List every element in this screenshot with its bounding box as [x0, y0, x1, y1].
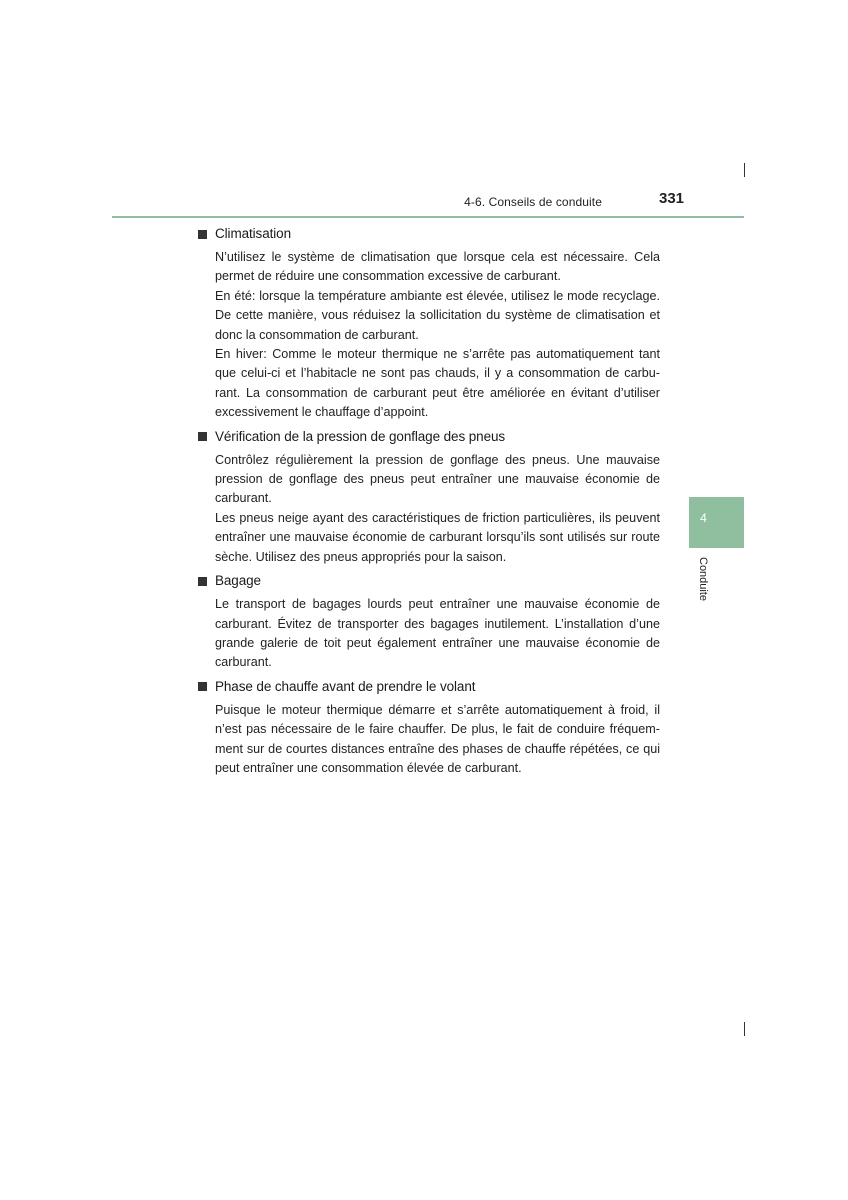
section-warmup — [198, 677, 660, 779]
header-rule — [112, 216, 744, 218]
paragraph: Le transport de bagages lourds peut entraîner une mauvaise économie de carburant. Évitez de transporter des bagages inutilement. L’installation d’une grande galerie de toit peut également entraîner une mauvaise économie de carburant. — [215, 597, 660, 670]
section-title: Bagage — [215, 573, 261, 589]
chapter-title: Conduite — [697, 557, 709, 602]
chapter-tab — [689, 497, 744, 548]
paragraph: N’utilisez le système de climatisation que lorsque cela est nécessaire. Cela permet de réduire une consommation excessive de carburant. — [215, 250, 660, 284]
section-bagage — [198, 571, 660, 673]
paragraph: Les pneus neige ayant des caractéristiques de friction particulières, ils peuvent entraîner une mauvaise économie de carburant lorsqu’ils sont utilisés sur route sèche. Utilisez des pneus appropriés pour la saison. — [215, 510, 660, 564]
paragraph: En hiver: Comme le moteur thermique ne s’arrête pas automatiquement tant que celui-ci et l’habitacle ne sont pas chauds, il y a consommation de carburant. La consommation de carburant peut être améliorée en évitant d’utiliser excessivement le chauffage d’appoint. — [215, 347, 660, 420]
bullet-square-icon — [198, 432, 207, 441]
bullet-square-icon — [198, 577, 207, 586]
page-number: 331 — [659, 190, 685, 207]
section-label: 4-6. Conseils de conduite — [464, 195, 602, 209]
paragraph: Puisque le moteur thermique démarre et s’arrête automatiquement à froid, il n’est pas nécessaire de le faire chauffer. De plus, le fait de conduire fréquemment sur de courtes distances entraîne des phases de chauffe répétées, ce qui peut entraîner une consommation élevée de carburant. — [215, 702, 660, 775]
chapter-number: 4 — [700, 511, 707, 525]
section-title: Vérification de la pression de gonflage des pneus — [215, 428, 506, 444]
section-heading — [198, 427, 660, 447]
section-title: Phase de chauffe avant de prendre le volant — [215, 678, 476, 694]
section-heading — [198, 571, 660, 591]
crop-mark-top — [744, 163, 745, 177]
page-header — [0, 188, 848, 218]
bullet-square-icon — [198, 682, 207, 691]
paragraph: En été: lorsque la température ambiante est élevée, utilisez le mode recyclage. De cette manière, vous réduisez la sollicitation du système de climatisation et donc la consommation de carburant. — [215, 288, 660, 342]
paragraph: Contrôlez régulièrement la pression de gonflage des pneus. Une mauvaise pression de gonflage des pneus peut entraîner une mauvaise économie de carburant. — [215, 452, 660, 506]
bullet-square-icon — [198, 230, 207, 239]
section-heading — [198, 677, 660, 697]
section-title: Climatisation — [215, 226, 291, 241]
section-climatisation — [198, 224, 660, 423]
section-tire-pressure — [198, 427, 660, 567]
section-heading — [198, 224, 660, 244]
crop-mark-bottom — [744, 1022, 745, 1036]
main-content — [198, 224, 660, 782]
